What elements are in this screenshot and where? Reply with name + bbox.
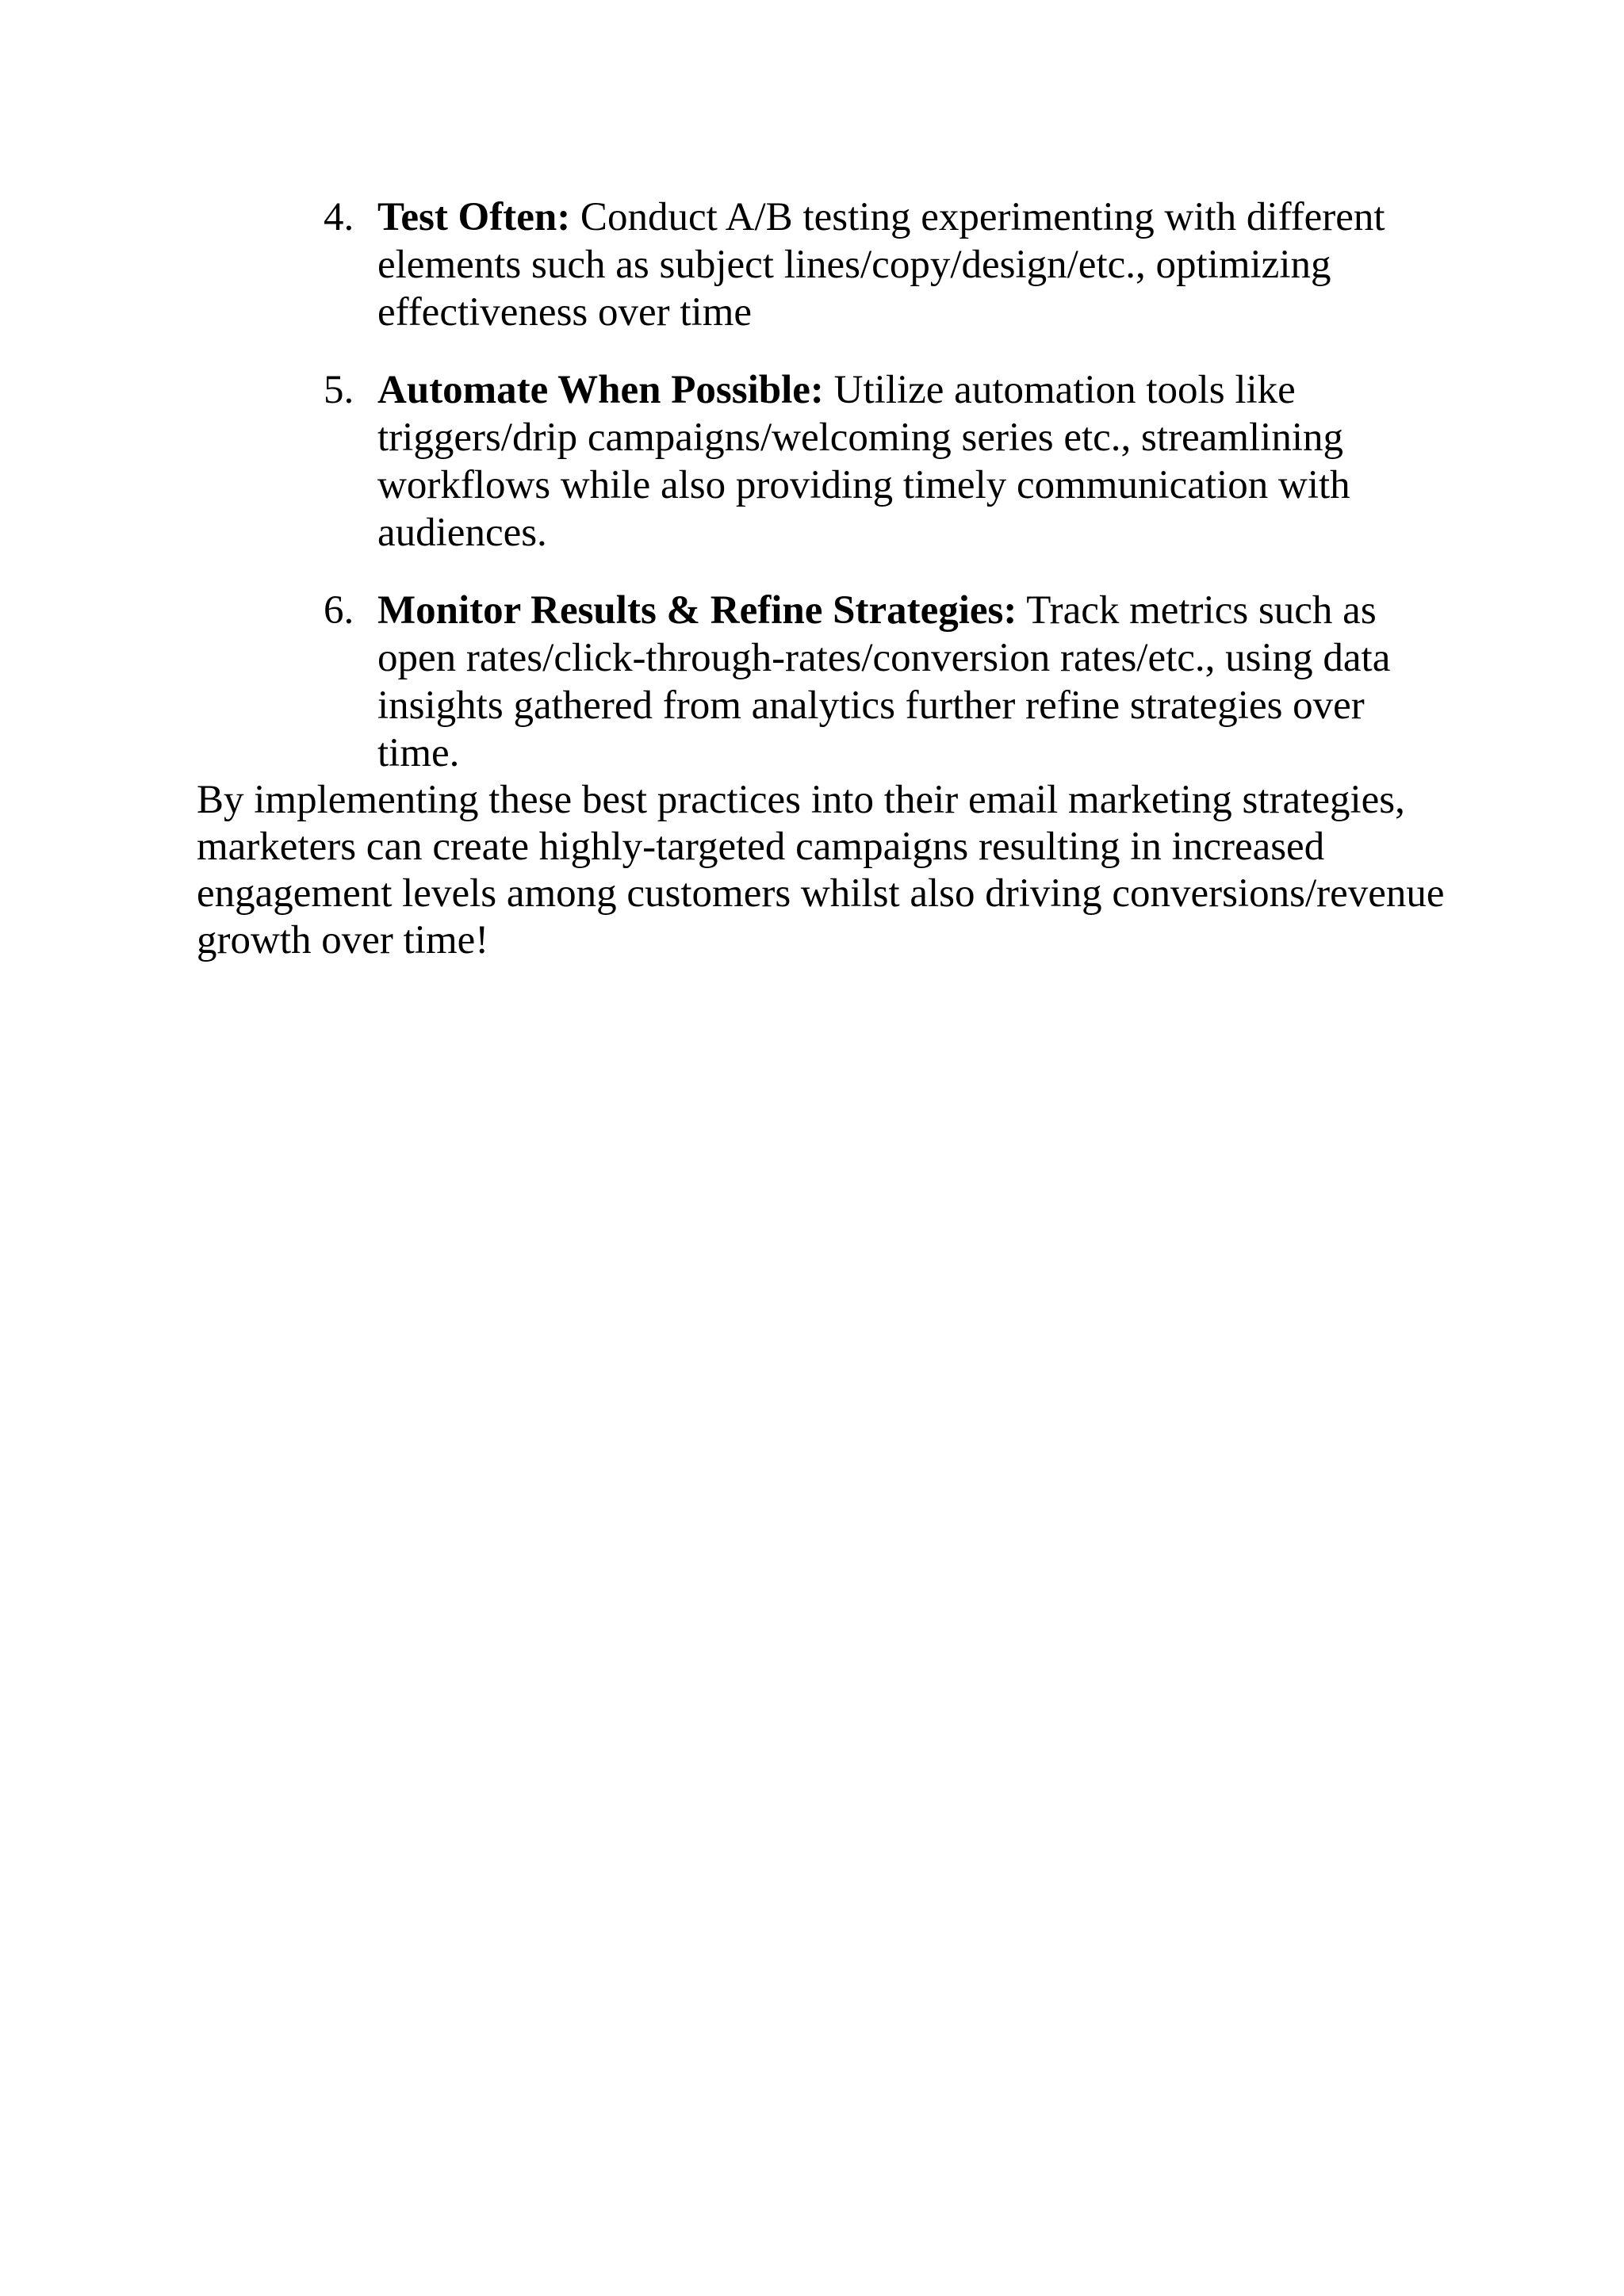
list-item-text: Track metrics such as open rates/click-through-rates/conversion rates/etc., using data insights gathered from analytics further refine strategies over time. <box>377 588 1391 775</box>
list-item-heading: Monitor Results & Refine Strategies: <box>377 588 1017 633</box>
list-item-heading: Test Often: <box>377 195 571 239</box>
list-item-text: Conduct A/B testing experimenting with different elements such as subject lines/copy/design/etc., optimizing effectiveness over time <box>377 195 1385 335</box>
list-item-automate <box>324 366 1450 557</box>
list-item-number: 6. <box>324 588 354 633</box>
list-item-text: Utilize automation tools like triggers/drip campaigns/welcoming series etc., streamlining workflows while also providing timely communication with audiences. <box>377 368 1350 555</box>
list-item-number: 5. <box>324 368 354 412</box>
list-item-heading: Automate When Possible: <box>377 368 824 412</box>
best-practices-list <box>324 193 1450 777</box>
list-item-test-often <box>324 193 1450 336</box>
list-item-monitor-results <box>324 587 1450 777</box>
list-item-number: 4. <box>324 195 354 239</box>
closing-paragraph: By implementing these best practices into their email marketing strategies, marketers can create highly-targeted campaigns resulting in increased engagement levels among customers whilst also driving conversions/revenue growth over time! <box>197 778 1445 962</box>
